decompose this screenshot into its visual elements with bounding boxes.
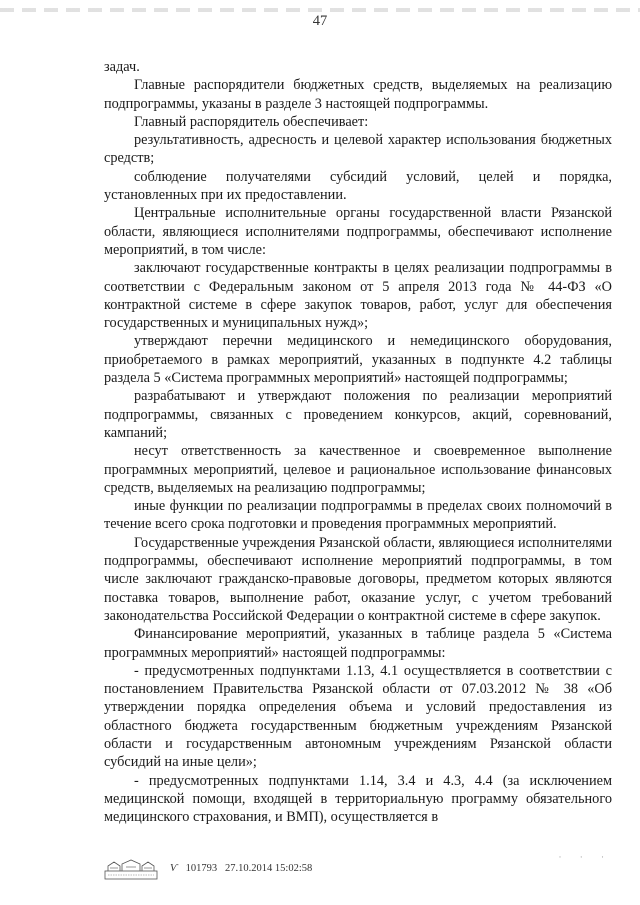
document-body	[104, 58, 612, 826]
paragraph: Главный распорядитель обеспечивает:	[134, 113, 369, 130]
paragraph: утверждают перечни медицинского и немедицинского оборудования, приобретаемого в рамках мероприятий, указанных в подпункте 4.2 таблицы раздела 5 «Система программных мероприятий» настоящей подпрограммы;	[104, 333, 612, 387]
paragraph: несут ответственность за качественное и своевременное выполнение программных мероприятий, целевое и рациональное использование финансовых средств, выделяемых на реализацию подпрограммы;	[104, 443, 612, 496]
page-number: 47	[312, 13, 328, 29]
paragraph: Государственные учреждения Рязанской области, являющиеся исполнителями подпрограммы, обеспечивают исполнение мероприятий подпрограммы, в том числе заключают гражданско-правовые договоры, предметом которых являются поставка товаров, выполнение работ, оказание услуг, с учетом требований законодательства Российской Федерации о контрактной системе в сфере закупок.	[104, 534, 612, 624]
paragraph: Финансирование мероприятий, указанных в таблице раздела 5 «Система программных мероприятий» настоящей подпрограммы:	[104, 626, 612, 661]
paragraph: разрабатывают и утверждают положения по реализации мероприятий подпрограммы, связанных с проведением конкурсов, акций, соревнований, кампаний;	[104, 388, 612, 441]
paragraph: задач.	[104, 59, 140, 75]
signature-mark: Ѵ	[170, 863, 178, 874]
page-footer	[104, 858, 612, 882]
document-timestamp: 27.10.2014 15:02:58	[225, 863, 313, 874]
paragraph: иные функции по реализации подпрограммы в пределах своих полномочий в течение всего срока подготовки и проведения программных мероприятий.	[104, 498, 612, 533]
paragraph: Главные распорядители бюджетных средств, выделяемых на реализацию подпрограммы, указаны в разделе 3 настоящей подпрограммы.	[104, 77, 612, 112]
paragraph: соблюдение получателями субсидий условий, целей и порядка, установленных при их предоставлении.	[104, 168, 612, 204]
scan-specks: · · ·	[558, 852, 612, 862]
paragraph: Центральные исполнительные органы государственной власти Рязанской области, являющиеся исполнителями подпрограммы, обеспечивают исполнение мероприятий, в том числе:	[104, 205, 612, 258]
paragraph: - предусмотренных подпунктами 1.13, 4.1 осуществляется в соответствии с постановлением Правительства Рязанской области от 07.03.2012 № 38 «Об утверждении порядка определения объема и условий предоставления из областного бюджета государственным бюджетным учреждениям Рязанской области и государственным автономным учреждениям Рязанской области субсидий на иные цели»;	[104, 662, 612, 771]
scan-artifact-top	[0, 8, 640, 12]
registry-stamp-icon	[104, 858, 158, 880]
paragraph: заключают государственные контракты в целях реализации подпрограммы в соответствии с Федеральным законом от 5 апреля 2013 года № 44-ФЗ «О контрактной системе в сфере закупок товаров, работ, услуг для обеспечения государственных и муниципальных нужд»;	[104, 260, 612, 332]
footer-meta	[170, 863, 312, 874]
paragraph: - предусмотренных подпунктами 1.14, 3.4 и 4.3, 4.4 (за исключением медицинской помощи, входящей в территориальную программу обязательного медицинского страхования, и ВМП), осуществляется в	[104, 772, 612, 826]
document-number: 101793	[185, 863, 218, 874]
paragraph: результативность, адресность и целевой характер использования бюджетных средств;	[104, 132, 612, 167]
